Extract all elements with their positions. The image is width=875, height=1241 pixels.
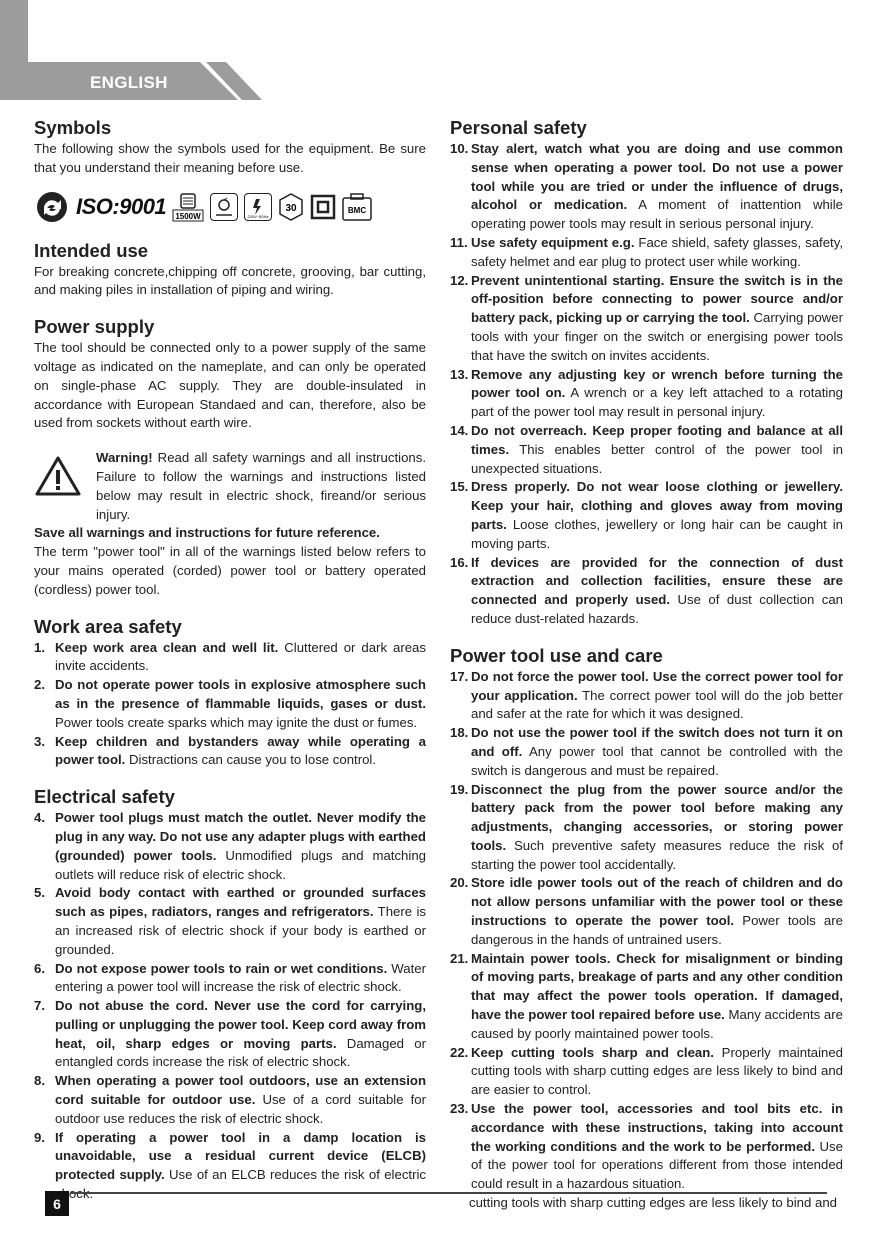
item-bold-text: Do not expose power tools to rain or wet conditions. xyxy=(55,960,388,976)
item-regular-text: Any power tool that cannot be controlled with the switch is dangerous and must be repaired. xyxy=(471,743,843,778)
item-regular-text: Cluttered or dark areas invite accidents. xyxy=(55,639,426,674)
item-number: 7. xyxy=(34,998,45,1014)
item-regular-text: Carrying power tools with your finger on the switch or energising power tools that have the switch on invites accidents. xyxy=(471,310,843,363)
item-regular-text: A wrench or a key left attached to a rotating part of the power tool may result in personal injury. xyxy=(471,385,843,420)
item-bold-text: Keep cutting tools sharp and clean. xyxy=(471,1044,714,1060)
item-regular-text: Damaged or entangled cords increase the risk of electric shock. xyxy=(55,1035,426,1070)
recycle-icon xyxy=(34,190,70,224)
list-item xyxy=(450,781,843,875)
item-text xyxy=(55,809,426,884)
item-regular-text: The correct power tool will do the job better and safer at the rate for which it was designed. xyxy=(471,687,843,722)
list-item xyxy=(450,478,843,553)
item-number: 22. xyxy=(450,1044,469,1060)
symbols-text: The following show the symbols used for the equipment. Be sure that you understand their meaning before use. xyxy=(34,141,426,175)
list-item xyxy=(34,676,426,732)
double-insulation-icon xyxy=(310,194,336,220)
item-bold-text: Do not abuse the cord. Never use the cord for carrying, pulling or unplugging the power tool. Keep cord away from heat, oil, sharp edges or moving parts. xyxy=(55,998,426,1051)
personal-list xyxy=(450,140,843,629)
item-bold-text: Do not force the power tool. Use the correct power tool for your application. xyxy=(471,668,843,703)
list-item xyxy=(34,997,426,1072)
item-bold-text: Do not use the power tool if the switch does not turn it on and off. xyxy=(471,725,843,759)
intended-use-title: Intended use xyxy=(34,239,149,261)
list-item xyxy=(34,809,426,884)
warning-text: Read all safety warnings and all instructions. Failure to follow the warnings and instructions listed below may result in electric shock, fireand/or serious injury. xyxy=(96,450,426,522)
item-text xyxy=(471,874,843,949)
item-text xyxy=(471,1100,843,1194)
item-number: 12. xyxy=(450,272,469,288)
power-supply-title: Power supply xyxy=(34,316,155,338)
item-regular-text: Water entering a power tool will increase the risk of electric shock. xyxy=(55,960,426,995)
tool-use-section xyxy=(450,645,843,1213)
warning-triangle-icon xyxy=(34,449,96,524)
item-regular-text: Properly maintained cutting tools with sharp cutting edges are less likely to bind and are easier to control. xyxy=(471,1044,843,1098)
item-text xyxy=(55,884,426,959)
item-text xyxy=(471,950,843,1044)
weight-icon xyxy=(278,193,304,221)
item-regular-text: Use of dust collection can reduce dust-related hazards. xyxy=(471,592,844,626)
item-bold-text: Disconnect the plug from the power source and/or the battery pack from the power tool before making any adjustments, changing accessories, or storing power tools. xyxy=(471,781,843,853)
item-text xyxy=(471,781,843,875)
item-number: 6. xyxy=(34,960,45,976)
item-bold-text: Stay alert, watch what you are doing and use common sense when operating a power tool. Do not use a power tool while you are tried or under the influence of drugs, alcohol or medication. xyxy=(471,141,843,213)
item-text xyxy=(471,272,843,366)
item-regular-text: This enables better control of the power tool in unexpected situations. xyxy=(471,441,843,476)
item-number: 1. xyxy=(34,639,45,655)
personal-title: Personal safety xyxy=(450,117,587,138)
item-bold-text: Do not operate power tools in explosive atmosphere such as in the presence of flammable liquids, gases or dust. xyxy=(55,677,426,711)
item-regular-text: Face shield, safety glasses, safety, safety helmet and ear plug to protect user while working. xyxy=(471,234,843,269)
item-bold-text: Use the power tool, accessories and tool bits etc. in accordance with these instructions, taking into account the working conditions and the work to be performed. xyxy=(471,1101,843,1154)
item-regular-text: Distractions can cause you to lose control. xyxy=(125,752,377,768)
svg-text:30: 30 xyxy=(285,202,297,214)
item-text xyxy=(55,1072,426,1128)
item-text xyxy=(55,960,426,998)
item-number: 23. xyxy=(450,1101,469,1117)
work-area-title: Work area safety xyxy=(34,615,182,637)
voltage-icon xyxy=(244,193,272,221)
list-item xyxy=(450,874,843,949)
iso-mark: ISO:9001 xyxy=(76,193,167,219)
item-number: 9. xyxy=(34,1129,45,1145)
item-text xyxy=(471,1044,843,1100)
item-bold-text: Prevent unintentional starting. Ensure the switch is in the off-position before connecting to power source and/or battery pack, picking up or carrying the tool. xyxy=(471,272,843,326)
symbols-section xyxy=(34,117,426,224)
list-item xyxy=(450,724,843,780)
item-bold-text: Remove any adjusting key or wrench before turning the power tool on. xyxy=(471,366,843,401)
item-number: 3. xyxy=(34,733,45,749)
bmc-icon xyxy=(342,193,372,221)
item-number: 21. xyxy=(450,950,469,966)
list-item xyxy=(450,668,843,724)
intended-use-text: For breaking concrete,chipping off concrete, grooving, bar cutting, and making piles in installation of piping and wiring. xyxy=(34,263,426,298)
item-number: 14. xyxy=(450,422,469,438)
item-text xyxy=(471,554,843,629)
item-number: 19. xyxy=(450,781,469,797)
item-bold-text: When operating a power tool outdoors, use an extension cord suitable for outdoor use. xyxy=(55,1073,426,1108)
symbols-title: Symbols xyxy=(34,117,112,138)
list-item xyxy=(34,639,426,677)
item-bold-text: Avoid body contact with earthed or grounded surfaces such as pipes, radiators, ranges and refrigerators. xyxy=(55,885,426,920)
power-supply-section xyxy=(34,316,426,433)
item-number: 15. xyxy=(450,479,469,495)
item-number: 16. xyxy=(450,554,469,570)
right-column xyxy=(450,117,843,1213)
list-item xyxy=(450,140,843,234)
item-regular-text: There is an increased risk of electric shock if your body is earthed or grounded. xyxy=(55,904,426,957)
electrical-title: Electrical safety xyxy=(34,786,175,808)
item-regular-text: Many accidents are caused by poorly maintained power tools. xyxy=(471,1007,843,1041)
electrical-list xyxy=(34,809,426,1204)
rpm-icon xyxy=(210,193,238,221)
item-text xyxy=(471,422,843,478)
list-item xyxy=(450,950,843,1044)
wattage-icon xyxy=(172,192,204,222)
intended-use-section xyxy=(34,240,426,301)
list-item xyxy=(450,1044,843,1100)
trailing-text: cutting tools with sharp cutting edges are less likely to bind and xyxy=(469,1195,837,1211)
item-bold-text: Do not overreach. Keep proper footing and balance at all times. xyxy=(471,422,843,457)
item-bold-text: Use safety equipment e.g. xyxy=(471,234,635,250)
language-label: ENGLISH xyxy=(90,73,168,92)
list-item xyxy=(450,272,843,366)
footer-rule xyxy=(70,1192,827,1194)
left-column xyxy=(34,117,426,1220)
item-bold-text: If operating a power tool in a damp location is unavoidable, use a residual current device (ELCB) protected supply. xyxy=(55,1129,426,1183)
list-item xyxy=(34,960,426,998)
item-regular-text: Use of a cord suitable for outdoor use reduces the risk of electric shock. xyxy=(55,1092,426,1126)
item-number: 2. xyxy=(34,677,45,693)
item-number: 10. xyxy=(450,141,469,156)
item-number: 5. xyxy=(34,885,45,901)
item-text xyxy=(471,366,843,422)
page-number: 6 xyxy=(45,1191,69,1216)
work-area-list xyxy=(34,639,426,771)
item-bold-text: Store idle power tools out of the reach of children and do not allow persons unfamiliar with the power tool or these instructions to operate the power tool. xyxy=(471,875,843,929)
item-regular-text: Power tools are dangerous in the hands of untrained users. xyxy=(471,913,843,947)
list-item xyxy=(34,733,426,771)
item-bold-text: If devices are provided for the connection of dust extraction and collection facilities, ensure these are connected and properly used. xyxy=(471,554,843,608)
list-item xyxy=(34,884,426,959)
item-regular-text: A moment of inattention while operating power tools may result in serious personal injury. xyxy=(471,197,843,232)
tool-use-list xyxy=(450,668,843,1194)
item-number: 13. xyxy=(450,366,469,382)
item-text xyxy=(471,724,843,780)
list-item xyxy=(450,554,843,629)
item-text xyxy=(55,997,426,1072)
item-bold-text: Keep work area clean and well lit. xyxy=(55,639,279,655)
item-text xyxy=(55,676,426,732)
svg-text:BMC: BMC xyxy=(348,205,367,215)
item-number: 4. xyxy=(34,810,45,826)
list-item xyxy=(450,366,843,422)
item-text xyxy=(55,733,426,771)
item-bold-text: Keep children and bystanders away while operating a power tool. xyxy=(55,733,426,768)
item-text xyxy=(471,478,843,553)
item-regular-text: Loose clothes, jewellery or long hair can be caught in moving parts. xyxy=(471,516,843,551)
item-bold-text: Dress properly. Do not wear loose clothing or jewellery. Keep your hair, clothing and gloves away from moving parts. xyxy=(471,479,843,532)
wattage-label: 1500W xyxy=(175,211,201,221)
list-item xyxy=(450,422,843,478)
list-item xyxy=(34,1072,426,1128)
work-area-section xyxy=(34,616,426,771)
power-supply-text: The tool should be connected only to a power supply of the same voltage as indicated on the nameplate, and can only be operated on single-phase AC supply. They are double-insulated in accordance with European Standaed and can, therefore, also be used from sockets without earth wire. xyxy=(34,340,426,431)
item-text xyxy=(471,234,843,272)
item-text xyxy=(471,668,843,724)
electrical-section xyxy=(34,786,426,1204)
item-regular-text: Use of an ELCB reduces the risk of electric xyxy=(169,1167,426,1183)
warning-block xyxy=(34,449,426,524)
item-text xyxy=(55,639,426,677)
symbols-row xyxy=(34,190,426,224)
item-bold-text: Power tool plugs must match the outlet. Never modify the plug in any way. Do not use any adapter plugs with earthed (grounded) power tools. xyxy=(55,810,426,863)
item-regular-text: Such preventive safety measures reduce the risk of starting the power tool accidentally. xyxy=(471,837,843,872)
item-number: 18. xyxy=(450,725,469,741)
power-tool-term-text: The term "power tool" in all of the warnings listed below refers to your mains operated (corded) power tool or battery operated (cordless) power tool. xyxy=(34,544,426,597)
item-regular-text: Power tools create sparks which may ignite the dust or fumes. xyxy=(55,714,418,730)
personal-section xyxy=(450,117,843,629)
list-item xyxy=(450,1100,843,1194)
item-bold-text: Maintain power tools. Check for misalignment or binding of moving parts, breakage of parts and any other condition that may affect the power tools operation. If damaged, have the power tool repaired before use. xyxy=(471,950,843,1023)
item-regular-text: Use of the power tool for operations different from those intended could result in a hazardous situation. xyxy=(471,1138,843,1192)
item-text xyxy=(471,140,843,234)
item-regular-text: Unmodified plugs and matching outlets will reduce risk of electric shock. xyxy=(55,847,426,882)
warning-label: Warning! xyxy=(96,450,153,466)
list-item xyxy=(450,234,843,272)
item-number: 20. xyxy=(450,875,469,891)
save-warnings-text: Save all warnings and instructions for future reference. xyxy=(34,525,380,541)
item-number: 8. xyxy=(34,1073,45,1089)
voltage-label: 220V~50Hz xyxy=(247,213,269,219)
item-number: 17. xyxy=(450,668,469,684)
item-number: 11. xyxy=(450,234,468,250)
tool-use-title: Power tool use and care xyxy=(450,644,663,666)
